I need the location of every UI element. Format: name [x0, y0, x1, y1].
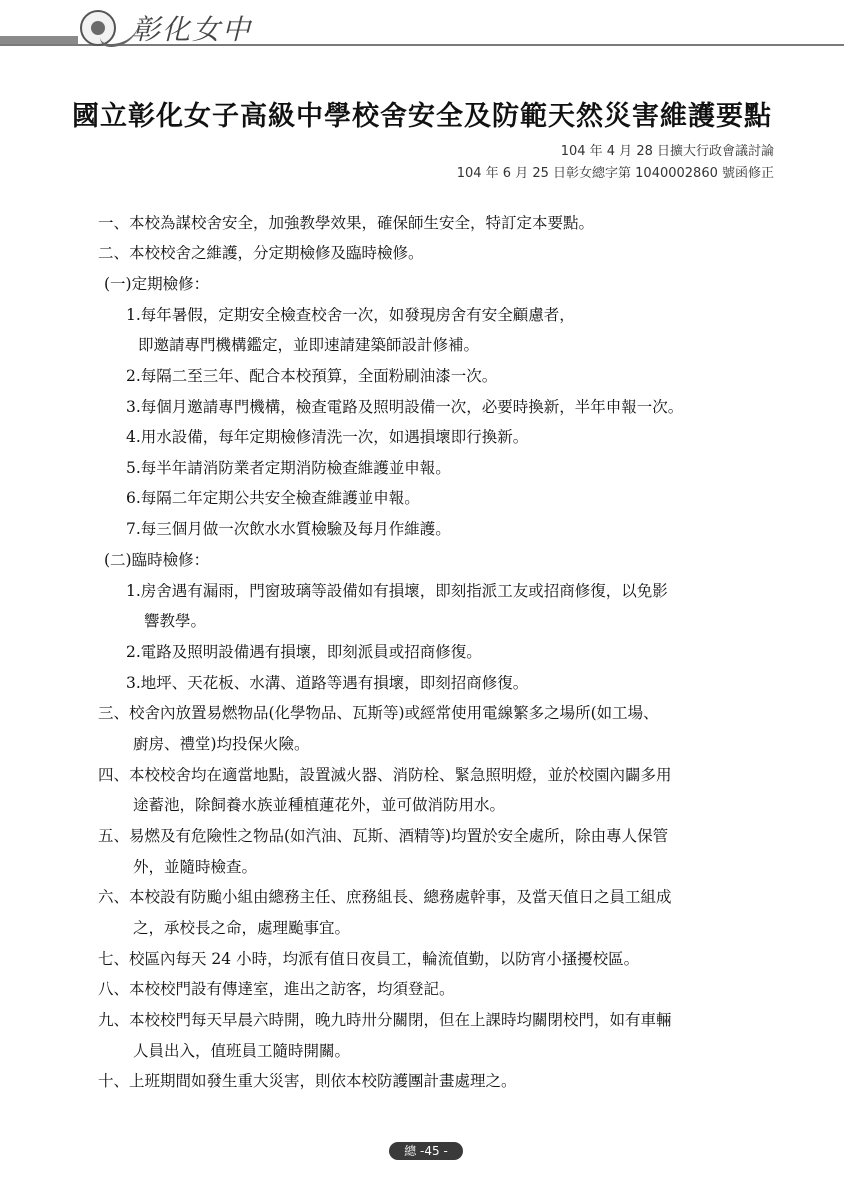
article-10: 十、上班期間如發生重大災害，則依本校防護團計畫處理之。	[98, 1072, 517, 1090]
list-item: 3.地坪、天花板、水溝、道路等遇有損壞，即刻招商修復。	[126, 674, 529, 692]
header-rule	[0, 44, 844, 46]
article-1: 一、本校為謀校舍安全，加強教學效果，確保師生安全，特訂定本要點。	[98, 214, 595, 232]
article-continuation: 外，並隨時檢查。	[133, 858, 258, 876]
list-item: 4.用水設備，每年定期檢修清洗一次，如遇損壞即行換新。	[126, 428, 529, 446]
list-item: 6.每隔二年定期公共安全檢查維護並申報。	[126, 489, 420, 507]
list-item: 7.每三個月做一次飲水水質檢驗及每月作維護。	[126, 520, 451, 538]
article-3: 三、校舍內放置易燃物品(化學物品、瓦斯等)或經常使用電線繁多之場所(如工場、	[98, 704, 659, 722]
page-header	[0, 0, 844, 70]
article-7: 七、校區內每天 24 小時，均派有值日夜員工，輪流值勤，以防宵小搔擾校區。	[98, 950, 640, 968]
article-4: 四、本校校舍均在適當地點，設置滅火器、消防栓、緊急照明燈，並於校園內闢多用	[98, 766, 672, 784]
revision-note-1: 104 年 4 月 28 日擴大行政會議討論	[560, 144, 774, 159]
article-6: 六、本校設有防颱小組由總務主任、庶務組長、總務處幹事，及當天值日之員工組成	[98, 888, 672, 906]
list-item-continuation: 響教學。	[144, 612, 207, 630]
section-heading-1: (一)定期檢修：	[104, 275, 210, 293]
list-item: 2.每隔二至三年、配合本校預算，全面粉刷油漆一次。	[126, 367, 498, 385]
revision-note-2: 104 年 6 月 25 日彰女總字第 1040002860 號函修正	[456, 166, 774, 181]
list-item: 3.每個月邀請專門機構，檢查電路及照明設備一次，必要時換新，半年申報一次。	[126, 398, 684, 416]
list-item: 1.每年暑假，定期安全檢查校舍一次，如發現房舍有安全顧慮者，	[126, 306, 575, 324]
section-heading-2: (二)臨時檢修：	[104, 551, 210, 569]
article-2: 二、本校校舍之維護，分定期檢修及臨時檢修。	[98, 244, 424, 262]
article-continuation: 廚房、禮堂)均投保火險。	[133, 735, 310, 753]
article-continuation: 人員出入，值班員工隨時開關。	[133, 1042, 351, 1060]
article-8: 八、本校校門設有傳達室，進出之訪客，均須登記。	[98, 980, 455, 998]
article-9: 九、本校校門每天早晨六時開，晚九時卅分關閉，但在上課時均關閉校門，如有車輛	[98, 1011, 672, 1029]
article-continuation: 之，承校長之命，處理颱事宜。	[133, 919, 351, 937]
page-number: 總 -45 -	[389, 1142, 463, 1160]
article-5: 五、易燃及有危險性之物品(如汽油、瓦斯、酒精等)均置於安全處所，除由專人保管	[98, 827, 669, 845]
list-item: 1.房舍遇有漏雨，門窗玻璃等設備如有損壞，即刻指派工友或招商修復，以免影	[126, 582, 668, 600]
school-brand-logo: 彰化女中	[132, 13, 253, 46]
list-item: 2.電路及照明設備遇有損壞，即刻派員或招商修復。	[126, 643, 482, 661]
article-continuation: 途蓄池，除飼養水族並種植蓮花外，並可做消防用水。	[133, 796, 506, 814]
page-title: 國立彰化女子高級中學校舍安全及防範天然災害維護要點	[72, 101, 772, 132]
list-item-continuation: 即邀請專門機構鑑定，並即速請建築師設計修補。	[138, 336, 480, 354]
list-item: 5.每半年請消防業者定期消防檢查維護並申報。	[126, 459, 451, 477]
